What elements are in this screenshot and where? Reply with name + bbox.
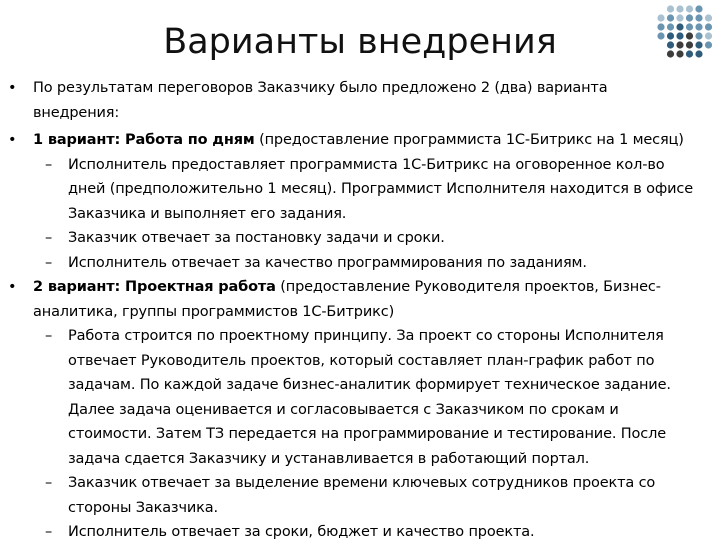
- logo-dot: [676, 5, 683, 12]
- logo-dot: [657, 32, 664, 39]
- bullet-text: По результатам переговоров Заказчику было предложено 2 (два) варианта внедрения:: [33, 80, 608, 121]
- logo-dot: [705, 32, 712, 39]
- logo-dot: [676, 23, 683, 30]
- logo-dot: [657, 23, 664, 30]
- dash-marker: –: [45, 254, 53, 271]
- logo-dot: [676, 32, 683, 39]
- variant-1-heading: 1 вариант: Работа по дням: [33, 132, 255, 148]
- sub-item-variant-2-executor: [0, 520, 698, 545]
- logo-dot: [686, 5, 693, 12]
- variant-1-description: (предоставление программиста 1С-Битрикс на 1 месяц): [254, 132, 684, 148]
- logo-dot: [686, 41, 693, 48]
- sub-item-text: Заказчик отвечает за постановку задачи и сроки.: [68, 230, 445, 246]
- sub-item-variant-2-customer: [0, 471, 698, 520]
- sub-item-text: Работа строится по проектному принципу. За проект со стороны Исполнителя отвечает Руководитель проектов, который составляет план-график работ по задачам. По каждой задаче бизнес-аналитик формирует техническое задание. Далее задача оценивается и согласовывается с Заказчиком по срокам и стоимости. Затем ТЗ передается на программирование и тестирование. После задача сдается Заказчику и устанавливается в работающий портал.: [68, 328, 671, 467]
- logo-dot: [695, 23, 702, 30]
- logo-dot: [676, 41, 683, 48]
- bullet-marker: •: [8, 80, 17, 96]
- logo-dot: [695, 41, 702, 48]
- bullet-item-variant-1: [0, 128, 688, 153]
- dash-marker: –: [45, 328, 53, 344]
- logo-dot: [705, 41, 712, 48]
- logo-dot: [667, 5, 674, 12]
- logo-dot: [676, 14, 683, 21]
- bullet-item-variant-2: [0, 275, 688, 324]
- logo-dot: [695, 50, 702, 57]
- logo-dot: [695, 32, 702, 39]
- logo-dot: [695, 5, 702, 12]
- sub-item-variant-1-quality: [0, 251, 698, 276]
- logo-dot: [667, 14, 674, 21]
- logo-dot: [667, 32, 674, 39]
- logo-dot: [686, 23, 693, 30]
- dash-marker: –: [45, 156, 53, 173]
- dash-marker: –: [45, 230, 53, 246]
- sub-item-text: Заказчик отвечает за выделение времени ключевых сотрудников проекта со стороны Заказчика.: [68, 475, 656, 516]
- bullet-item-intro: [0, 76, 688, 125]
- logo-dot: [686, 50, 693, 57]
- logo-dot: [686, 14, 693, 21]
- bullet-marker: •: [8, 279, 17, 295]
- variant-2-heading: 2 вариант: Проектная работа: [33, 279, 276, 295]
- slide-title: Варианты внедрения: [163, 22, 557, 62]
- sub-item-text: Исполнитель отвечает за сроки, бюджет и качество проекта.: [68, 524, 535, 540]
- bullet-marker: •: [8, 132, 17, 148]
- logo-dot: [676, 50, 683, 57]
- logo-dot: [686, 32, 693, 39]
- dot-grid-logo-icon: [656, 4, 716, 60]
- sub-item-text: Исполнитель предоставляет программиста 1С-Битрикс на оговоренное кол-во дней (предположительно 1 месяц). Программист Исполнителя находится в офисе Заказчика и выполняет его задания.: [68, 156, 693, 222]
- sub-item-variant-1-executor: [0, 153, 698, 227]
- sub-item-variant-2-process: [0, 324, 698, 471]
- variant-2-description: (предоставление Руководителя проектов, Бизнес-аналитика, группы программистов 1С-Битрикс): [33, 279, 661, 320]
- sub-item-text: Исполнитель отвечает за качество программирования по заданиям.: [68, 254, 587, 271]
- sub-item-variant-1-customer: [0, 226, 698, 251]
- dash-marker: –: [45, 475, 53, 491]
- logo-dot: [705, 23, 712, 30]
- dash-marker: –: [45, 524, 53, 540]
- logo-dot: [695, 14, 702, 21]
- logo-dot: [667, 41, 674, 48]
- logo-dot: [667, 50, 674, 57]
- logo-dot: [657, 14, 664, 21]
- logo-dot: [705, 14, 712, 21]
- logo-dot: [667, 23, 674, 30]
- slide-body: [0, 76, 720, 545]
